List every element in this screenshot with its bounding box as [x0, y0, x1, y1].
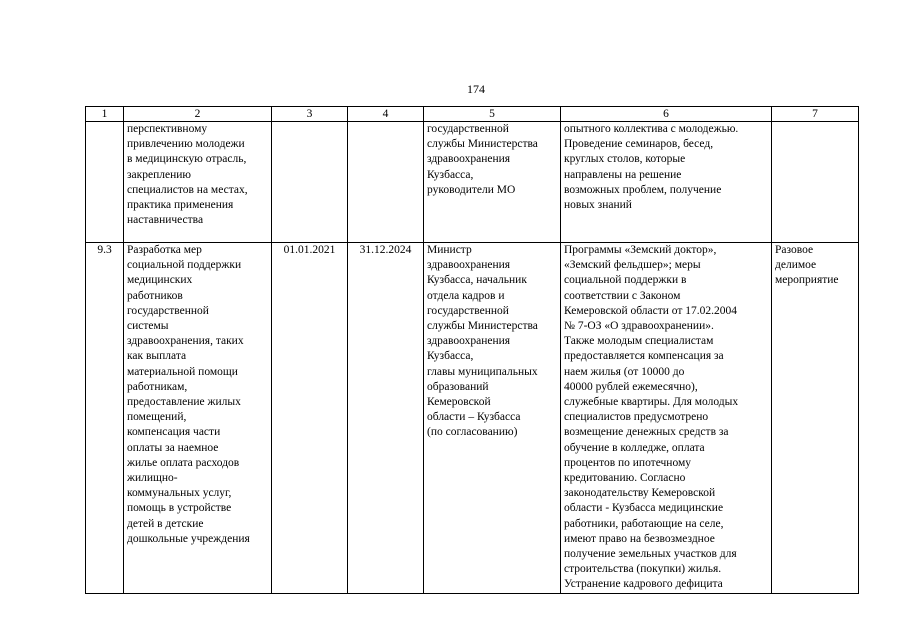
cell-text-line: «Земский фельдшер»; меры [564, 259, 701, 272]
cell-text-line: делимое [775, 259, 817, 272]
cell-text-line: 40000 рублей ежемесячно), [564, 380, 698, 393]
cell-text-line: государственной [427, 304, 509, 317]
cell-text-line: жилищно- [127, 472, 178, 485]
table-cell-responsible [424, 243, 561, 594]
cell-text-line: получение земельных участков для [564, 548, 737, 561]
cell-text-line: образований [427, 380, 489, 393]
cell-text-line: здравоохранения [427, 259, 511, 272]
column-number: 3 [272, 107, 348, 122]
cell-text-line: Кузбасса, начальник [427, 274, 527, 287]
cell-text-line: работники, работающие на селе, [564, 517, 724, 530]
cell-text-line: работникам, [127, 380, 188, 393]
column-number: 6 [561, 107, 772, 122]
cell-text-line: мероприятие [775, 274, 839, 287]
cell-text-line: в медицинскую отрасль, [127, 153, 247, 166]
cell-text-line: наем жилья (от 10000 до [564, 365, 685, 378]
cell-text-line: здравоохранения [427, 153, 511, 166]
cell-text-line: здравоохранения, таких [127, 335, 244, 348]
cell-text-line: новых знаний [564, 199, 632, 212]
cell-text-line: Кузбасса, [427, 168, 474, 181]
cell-text-line: области - Кузбасса медицинские [564, 502, 724, 515]
table-cell-end-date: 31.12.2024 [348, 243, 424, 594]
cell-text-line: практика применения [127, 199, 234, 212]
cell-text-line: закреплению [127, 168, 191, 181]
column-number: 4 [348, 107, 424, 122]
cell-text-line: работников [127, 289, 183, 302]
cell-text-line: законодательству Кемеровской [564, 487, 716, 500]
cell-text-line: государственной [427, 123, 509, 135]
cell-text-line: жилье оплата расходов [127, 456, 240, 469]
table-cell-type [772, 122, 859, 243]
cell-text-line: дошкольные учреждения [127, 532, 250, 545]
cell-text-line: наставничества [127, 214, 204, 227]
cell-text-line: Разовое [775, 244, 814, 256]
cell-text-line: направлены на решение [564, 168, 682, 181]
cell-text-line: медицинских [127, 274, 193, 287]
cell-text-line: оплаты за наемное [127, 441, 219, 454]
column-number: 5 [424, 107, 561, 122]
cell-text-line: Устранение кадрового дефицита [564, 578, 723, 591]
cell-text-line: обучение в колледже, оплата [564, 441, 705, 454]
cell-text-line: социальной поддержки в [564, 274, 687, 287]
cell-text-line: службы Министерства [427, 320, 538, 333]
table-cell-responsible [424, 122, 561, 243]
measures-table [85, 106, 859, 594]
cell-text-line: служебные квартиры. Для молодых [564, 396, 739, 409]
cell-text-line: строительства (покупки) жилья. [564, 563, 722, 576]
table-cell-start-date: 01.01.2021 [272, 243, 348, 594]
cell-text-line: материальной помощи [127, 365, 238, 378]
cell-text-line: № 7-ОЗ «О здравоохранении». [564, 320, 714, 333]
cell-text-line: Разработка мер [127, 244, 202, 256]
cell-text-line: предоставляется компенсация за [564, 350, 724, 363]
table-cell-number: 9.3 [86, 243, 124, 594]
cell-text-line: руководители МО [427, 183, 516, 196]
column-number: 1 [86, 107, 124, 122]
table-cell-number [86, 122, 124, 243]
cell-text-line: перспективному [127, 123, 208, 135]
cell-text-line: Проведение семинаров, бесед, [564, 138, 714, 151]
cell-text-line: детей в детские [127, 517, 204, 530]
cell-text-line: возможных проблем, получение [564, 183, 722, 196]
cell-text-line: Программы «Земский доктор», [564, 244, 717, 256]
table-row-9-3 [86, 243, 859, 594]
cell-text-line: системы [127, 320, 169, 333]
column-number: 7 [772, 107, 859, 122]
cell-text-line: Кузбасса, [427, 350, 474, 363]
table-cell-start-date [272, 122, 348, 243]
cell-text-line: отдела кадров и [427, 289, 505, 302]
table-cell-measure [124, 243, 272, 594]
cell-text-line: как выплата [127, 350, 187, 363]
table-cell-end-date [348, 122, 424, 243]
cell-text-line: государственной [127, 304, 209, 317]
table-cell-measure [124, 122, 272, 243]
column-number-row [86, 107, 859, 122]
cell-text-line: Также молодым специалистам [564, 335, 714, 348]
cell-text-line: (по согласованию) [427, 426, 518, 439]
cell-text-line: кредитованию. Согласно [564, 472, 686, 485]
cell-text-line: Кемеровской области от 17.02.2004 [564, 304, 738, 317]
cell-text-line: области – Кузбасса [427, 411, 521, 424]
cell-text-line: помещений, [127, 411, 187, 424]
cell-text-line: коммунальных услуг, [127, 487, 232, 500]
cell-text-line: привлечению молодежи [127, 138, 245, 151]
column-number: 2 [124, 107, 272, 122]
cell-text-line: компенсация части [127, 426, 221, 439]
cell-text-line: круглых столов, которые [564, 153, 686, 166]
cell-text-line: специалистов предусмотрено [564, 411, 709, 424]
cell-text-line: Кемеровской [427, 396, 491, 409]
cell-text-line: процентов по ипотечному [564, 456, 692, 469]
cell-text-line: возмещение денежных средств за [564, 426, 729, 439]
table-row-continuation [86, 122, 859, 243]
table-cell-result [561, 122, 772, 243]
cell-text-line: Министр [427, 244, 472, 256]
cell-text-line: предоставление жилых [127, 396, 241, 409]
table-cell-result [561, 243, 772, 594]
cell-text-line: службы Министерства [427, 138, 538, 151]
table-cell-type [772, 243, 859, 594]
cell-text-line: главы муниципальных [427, 365, 538, 378]
cell-text-line: соответствии с Законом [564, 289, 681, 302]
cell-text-line: имеют право на безвозмездное [564, 532, 715, 545]
cell-text-line: помощь в устройстве [127, 502, 232, 515]
cell-text-line: здравоохранения [427, 335, 511, 348]
cell-text-line: специалистов на местах, [127, 183, 248, 196]
cell-text-line: социальной поддержки [127, 259, 242, 272]
page-number: 174 [467, 82, 485, 96]
cell-text-line: опытного коллектива с молодежью. [564, 123, 739, 135]
